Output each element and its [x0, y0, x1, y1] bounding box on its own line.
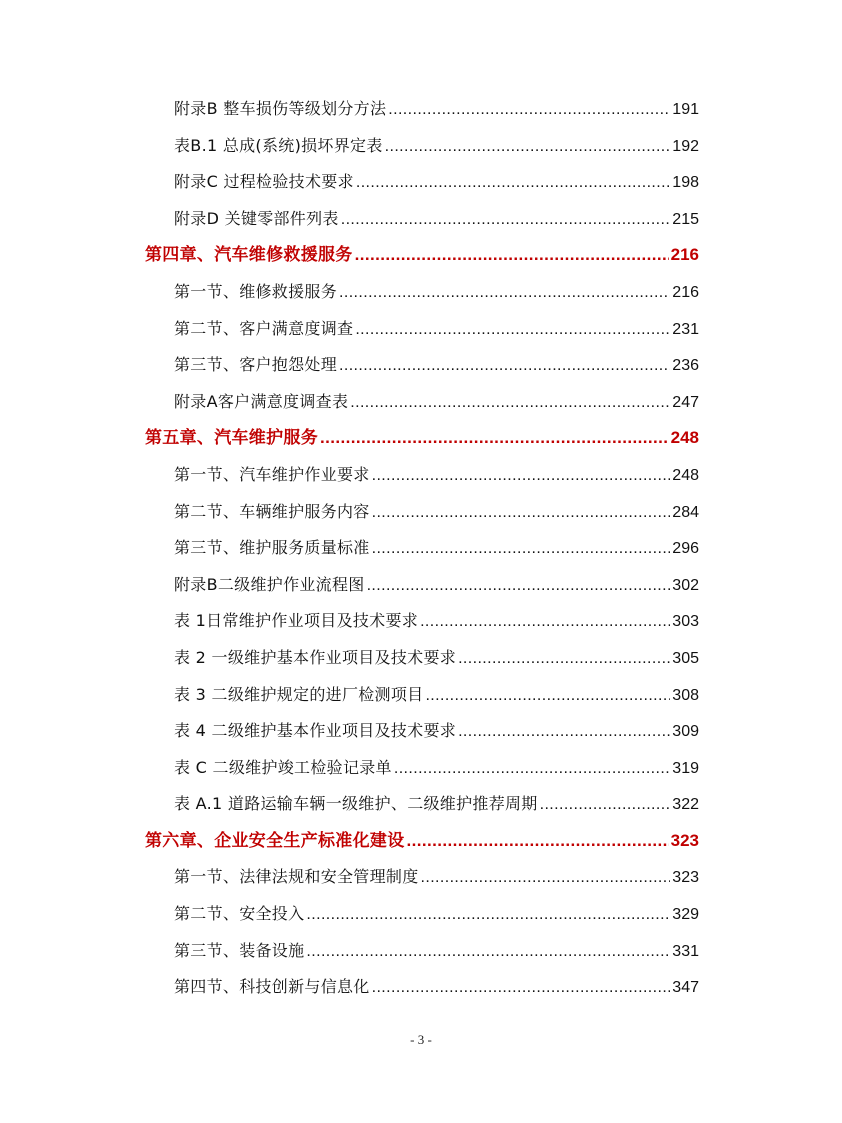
toc-entry-label: 第二节、安全投入 — [174, 904, 305, 924]
toc-entry[interactable] — [145, 786, 699, 823]
dot-leader — [421, 860, 671, 897]
dot-leader — [458, 641, 670, 678]
toc-entry-label: 附录C 过程检验技术要求 — [174, 172, 354, 192]
toc-entry[interactable] — [145, 603, 699, 640]
toc-entry[interactable] — [145, 91, 699, 128]
toc-entry-label: 表 1日常维护作业项目及技术要求 — [174, 611, 419, 631]
toc-entry[interactable] — [145, 969, 699, 1006]
dot-leader — [407, 823, 669, 860]
toc-entry-label: 第三节、维护服务质量标准 — [174, 538, 370, 558]
toc-entry[interactable] — [145, 347, 699, 384]
toc-entry-label: 表B.1 总成(系统)损坏界定表 — [174, 135, 383, 155]
toc-entry-label: 附录B 整车损伤等级划分方法 — [174, 99, 387, 118]
dot-leader — [320, 420, 669, 457]
toc-entry-page: 236 — [672, 357, 699, 375]
toc-entry[interactable] — [145, 164, 699, 201]
toc-entry[interactable] — [145, 494, 699, 531]
dot-leader — [339, 348, 670, 385]
toc-entry-page: 329 — [672, 906, 699, 924]
dot-leader — [540, 787, 671, 824]
toc-entry-page: 248 — [672, 466, 699, 484]
toc-entry[interactable] — [145, 677, 699, 714]
dot-leader — [339, 275, 670, 312]
toc-entry-page: 323 — [672, 869, 699, 887]
toc-entry-page: 216 — [670, 245, 699, 265]
toc-entry-label: 第五章、汽车维护服务 — [145, 428, 318, 449]
toc-entry[interactable] — [145, 530, 699, 567]
toc-entry-page: 248 — [670, 428, 699, 448]
toc-entry[interactable] — [145, 567, 699, 604]
dot-leader — [372, 495, 671, 532]
toc-entry[interactable] — [145, 896, 699, 933]
toc-entry-page: 247 — [672, 393, 699, 411]
toc-entry-page: 216 — [672, 283, 699, 301]
toc-entry-label: 第六章、企业安全生产标准化建设 — [145, 830, 405, 851]
toc-entry-page: 284 — [672, 503, 699, 521]
toc-entry-page: 305 — [672, 649, 699, 667]
dot-leader — [341, 202, 671, 239]
toc-entry-page: 347 — [672, 979, 699, 997]
toc-entry-label: 第四节、科技创新与信息化 — [174, 977, 370, 997]
toc-chapter-entry[interactable] — [145, 823, 699, 860]
toc-entry-label: 第三节、装备设施 — [174, 940, 305, 960]
dot-leader — [372, 531, 671, 568]
toc-entry[interactable] — [145, 750, 699, 787]
toc-entry[interactable] — [145, 128, 699, 165]
toc-entry[interactable] — [145, 640, 699, 677]
toc-entry-page: 191 — [672, 101, 699, 118]
toc-entry-page: 308 — [672, 686, 699, 704]
toc-entry-page: 331 — [672, 942, 699, 960]
toc-entry-label: 表 4 二级维护基本作业项目及技术要求 — [174, 721, 457, 741]
dot-leader — [372, 458, 671, 495]
toc-entry-label: 表 2 一级维护基本作业项目及技术要求 — [174, 647, 457, 667]
toc-entry-label: 表 3 二级维护规定的进厂检测项目 — [174, 684, 424, 704]
dot-leader — [372, 970, 671, 1007]
page-number: - 3 - — [410, 1032, 432, 1047]
toc-entry[interactable] — [145, 933, 699, 970]
toc-entry-page: 231 — [672, 320, 699, 338]
toc-entry-label: 附录B二级维护作业流程图 — [174, 574, 365, 594]
toc-entry[interactable] — [145, 274, 699, 311]
toc-entry-page: 296 — [672, 540, 699, 558]
toc-entry[interactable] — [145, 201, 699, 238]
dot-leader — [394, 751, 670, 788]
toc-chapter-entry[interactable] — [145, 420, 699, 457]
toc-entry-label: 第二节、客户满意度调查 — [174, 318, 354, 338]
toc-entry-label: 表 A.1 道路运输车辆一级维护、二级维护推荐周期 — [174, 794, 538, 814]
dot-leader — [306, 934, 670, 971]
toc-entry-label: 附录D 关键零部件列表 — [174, 208, 339, 228]
toc-entry[interactable] — [145, 457, 699, 494]
toc-entry-page: 215 — [672, 210, 699, 228]
toc-entry-label: 第三节、客户抱怨处理 — [174, 355, 338, 375]
dot-leader — [356, 165, 670, 202]
dot-leader — [355, 237, 669, 274]
dot-leader — [388, 92, 670, 129]
dot-leader — [425, 678, 670, 715]
dot-leader — [350, 385, 670, 422]
toc-entry[interactable] — [145, 713, 699, 750]
toc-entry-label: 附录A客户满意度调查表 — [174, 391, 349, 411]
toc-entry-label: 第四章、汽车维修救援服务 — [145, 245, 353, 266]
toc-entry-page: 322 — [672, 796, 699, 814]
toc-entry-page: 192 — [672, 137, 699, 155]
toc-entry-page: 198 — [672, 174, 699, 192]
dot-leader — [420, 604, 670, 641]
toc-entry-label: 第一节、法律法规和安全管理制度 — [174, 867, 419, 887]
dot-leader — [355, 312, 670, 349]
toc-entry-page: 323 — [670, 830, 699, 850]
dot-leader — [367, 568, 671, 605]
toc-entry-label: 第二节、车辆维护服务内容 — [174, 501, 370, 521]
toc-entry[interactable] — [145, 311, 699, 348]
toc-entry-label: 第一节、维修救援服务 — [174, 281, 338, 301]
toc-entry-page: 302 — [672, 576, 699, 594]
table-of-contents — [145, 91, 699, 1006]
toc-entry[interactable] — [145, 384, 699, 421]
toc-entry-page: 309 — [672, 723, 699, 741]
dot-leader — [458, 714, 670, 751]
toc-entry-page: 319 — [672, 759, 699, 777]
toc-entry-label: 表 C 二级维护竣工检验记录单 — [174, 757, 392, 777]
toc-entry-label: 第一节、汽车维护作业要求 — [174, 464, 370, 484]
toc-chapter-entry[interactable] — [145, 237, 699, 274]
dot-leader — [306, 897, 670, 934]
toc-entry[interactable] — [145, 859, 699, 896]
dot-leader — [385, 129, 671, 166]
toc-entry-page: 303 — [672, 613, 699, 631]
